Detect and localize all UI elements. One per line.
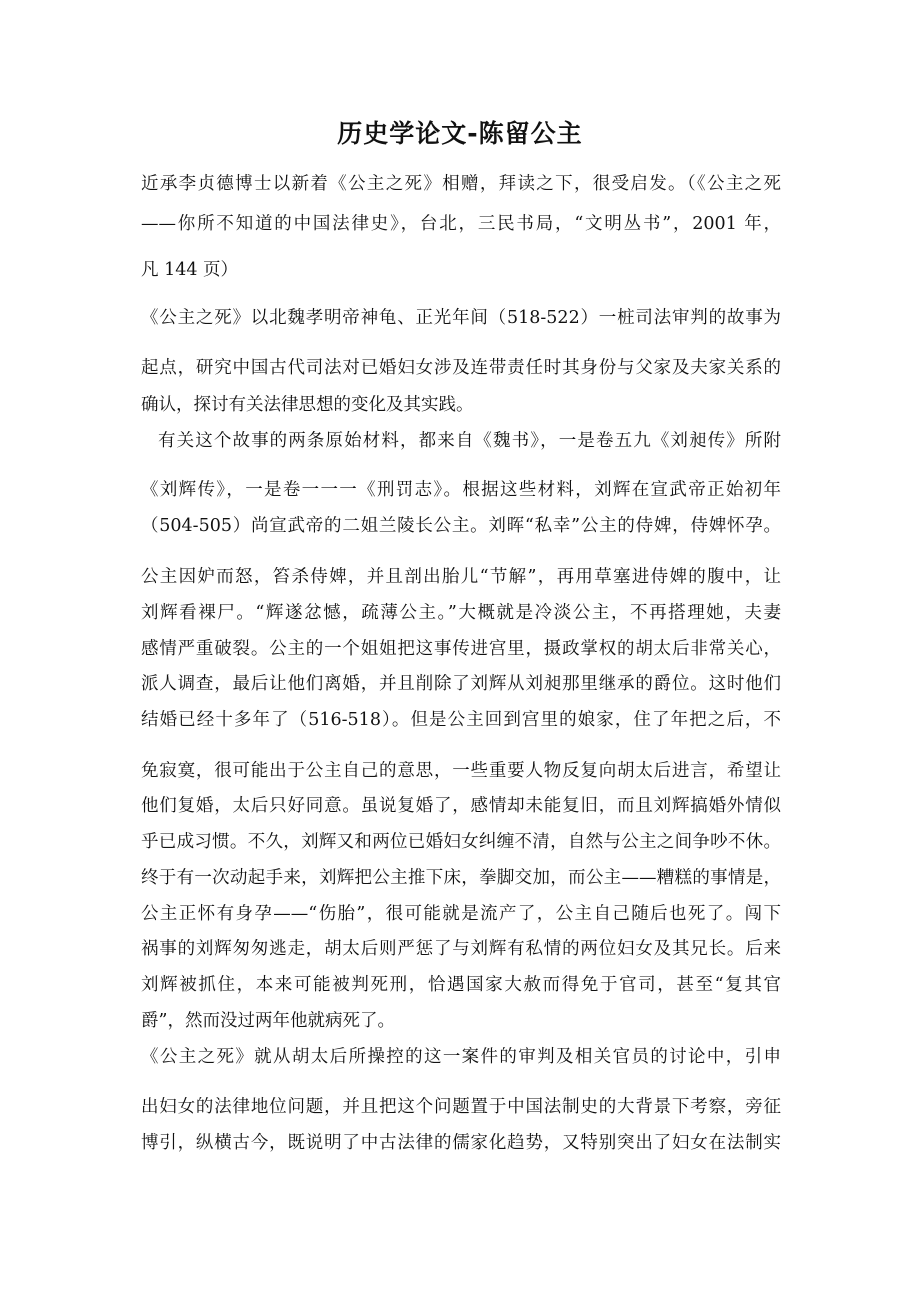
text-line: 爵”，然而没过两年他就病死了。 [141,1011,395,1031]
text-line: 终于有一次动起手来，刘辉把公主推下床，拳脚交加，而公主——糟糕的事情是， [141,868,781,888]
text-line: 祸事的刘辉匆匆逃走，胡太后则严惩了与刘辉有私情的两位妇女及其兄长。后来 [141,939,781,959]
text-line: 刘辉看裸尸。“辉遂忿憾，疏薄公主。”大概就是冷淡公主，不再搭理她，夫妻 [141,603,781,623]
text-line: 有关这个故事的两条原始材料，都来自《魏书》，一是卷五九《刘昶传》所附 [158,431,781,451]
text-line: 起点，研究中国古代司法对已婚妇女涉及连带责任时其身份与父家及夫家关系的 [141,358,781,378]
text-line: 公主因妒而怒，笞杀侍婢，并且剖出胎儿“节解”，再用草塞进侍婢的腹中，让 [141,567,781,587]
text-line: 《刘辉传》，一是卷一一一《刑罚志》。根据这些材料，刘辉在宣武帝正始初年 [141,480,781,500]
text-line: 刘辉被抓住，本来可能被判死刑，恰遇国家大赦而得免于官司，甚至“复其官 [141,975,781,995]
document-title: 历史学论文-陈留公主 [337,119,583,148]
text-line: 近承李贞德博士以新着《公主之死》相赠，拜读之下，很受启发。（《公主之死 [141,174,781,194]
text-line: （504-505）尚宣武帝的二姐兰陵长公主。刘晖“私幸”公主的侍婢，侍婢怀孕。 [141,516,781,536]
text-line: 博引，纵横古今，既说明了中古法律的儒家化趋势，又特别突出了妇女在法制实 [141,1133,781,1153]
text-line: 感情严重破裂。公主的一个姐姐把这事传进宫里，摄政掌权的胡太后非常关心， [141,639,781,659]
text-line: 确认，探讨有关法律思想的变化及其实践。 [141,395,474,415]
text-line: 派人调查，最后让他们离婚，并且削除了刘辉从刘昶那里继承的爵位。这时他们 [141,674,781,694]
text-line: 出妇女的法律地位问题，并且把这个问题置于中国法制史的大背景下考察，旁征 [141,1097,781,1117]
text-line: 凡 144 页） [141,260,239,280]
text-line: 《公主之死》以北魏孝明帝神龟、正光年间（518-522）一桩司法审判的故事为 [141,308,781,328]
text-line: 《公主之死》就从胡太后所操控的这一案件的审判及相关官员的讨论中，引申 [141,1047,781,1067]
text-line: 公主正怀有身孕——“伤胎”，很可能就是流产了，公主自己随后也死了。闯下 [141,904,781,924]
text-line: 结婚已经十多年了（516-518）。但是公主回到宫里的娘家，住了年把之后，不 [141,710,781,730]
text-line: 他们复婚，太后只好同意。虽说复婚了，感情却未能复旧，而且刘辉搞婚外情似 [141,796,781,816]
text-line: 免寂寞，很可能出于公主自己的意思，一些重要人物反复向胡太后进言，希望让 [141,761,781,781]
text-line: 乎已成习惯。不久，刘辉又和两位已婚妇女纠缠不清，自然与公主之间争吵不休。 [141,832,781,852]
text-line: ——你所不知道的中国法律史》，台北，三民书局，“文明丛书”，2001 年， [141,214,781,234]
